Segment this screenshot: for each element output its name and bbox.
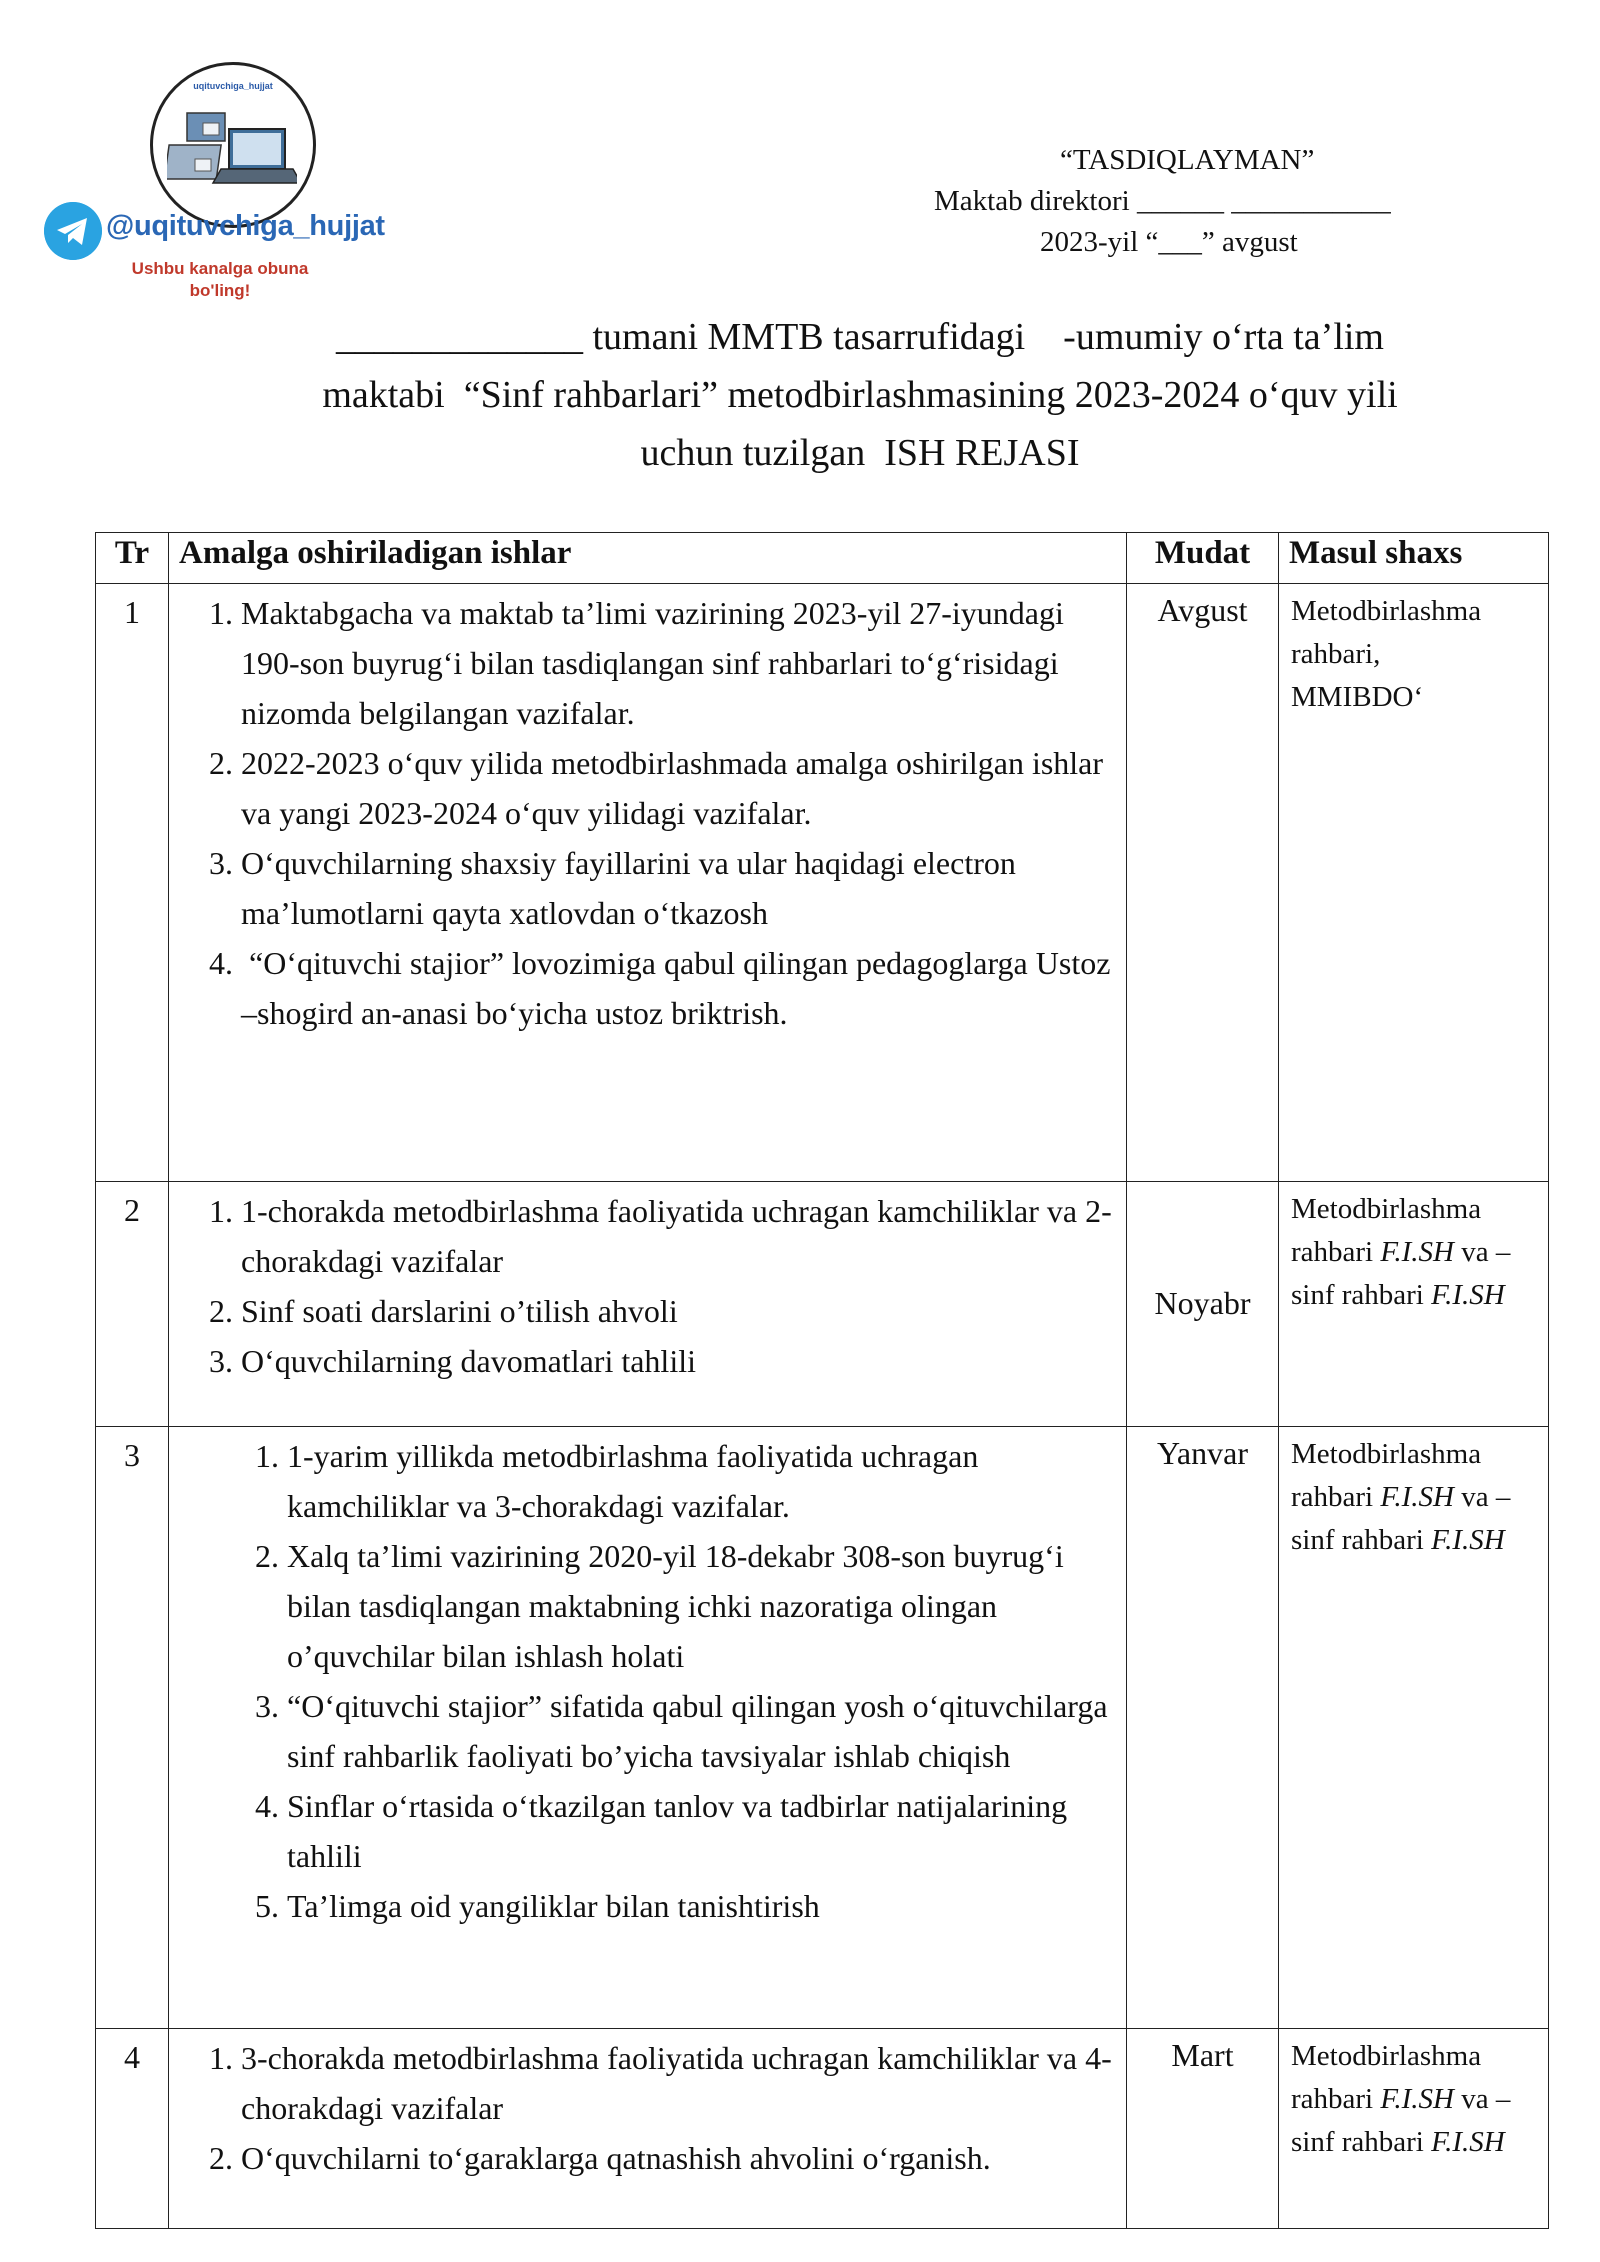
responsible-text: va –sinf rahbari xyxy=(1291,1236,1511,1311)
work-item: 5. Ta’limga oid yangiliklar bilan tanishtirish xyxy=(287,1881,1116,1931)
work-item: 3. O‘quvchilarning shaxsiy fayillarini va ular haqidagi electron ma’lumotlarni qayta xatlovdan o‘tkazosh xyxy=(241,838,1116,938)
work-item: 2. Xalq ta’limi vazirining 2020-yil 18-dekabr 308-son buyrug‘i bilan tasdiqlangan maktabning ichki nazoratiga olingan o’quvchilar bilan ishlash holati xyxy=(287,1531,1116,1681)
approval-heading: “TASDIQLAYMAN” xyxy=(1060,144,1315,176)
work-item: 3. O‘quvchilarning davomatlari tahlili xyxy=(241,1336,1116,1386)
table-row xyxy=(96,2029,1549,2229)
logo-top-text: uqituvchiga_hujjat xyxy=(193,81,273,91)
row-number: 1 xyxy=(96,584,169,1182)
responsible-text: Metodbirlashma rahbari xyxy=(1291,1438,1482,1513)
work-plan-table xyxy=(95,532,1549,2229)
responsible-name-placeholder: F.I.SH xyxy=(1431,2126,1505,2158)
responsible-text: Metodbirlashma rahbari xyxy=(1291,2040,1482,2115)
responsible-text: Metodbirlashma rahbari xyxy=(1291,1193,1482,1268)
responsible-text: Metodbirlashma rahbari, xyxy=(1291,595,1482,670)
subscribe-note-line2: bo'ling! xyxy=(189,281,251,300)
row-term: Yanvar xyxy=(1127,1427,1279,2029)
row-number: 3 xyxy=(96,1427,169,2029)
responsible-text: va –sinf rahbari xyxy=(1291,2083,1511,2158)
row-term: Avgust xyxy=(1127,584,1279,1182)
row-responsible xyxy=(1279,1427,1549,2029)
approval-director-line: Maktab direktori ______ ___________ xyxy=(934,185,1391,217)
work-item: 3. “O‘qituvchi stajior” sifatida qabul qilingan yosh o‘qituvchilarga sinf rahbarlik faoliyati bo’yicha tavsiyalar ishlab chiqish xyxy=(287,1681,1116,1781)
header-term: Mudat xyxy=(1127,533,1279,584)
work-item: 2. Sinf soati darslarini o’tilish ahvoli xyxy=(241,1286,1116,1336)
work-item: 1. Maktabgacha va maktab ta’limi vazirining 2023-yil 27-iyundagi 190-son buyrug‘i bilan tasdiqlangan sinf rahbarlari to‘g‘risidagi nizomda belgilangan vazifalar. xyxy=(241,588,1116,738)
table-row xyxy=(96,584,1549,1182)
telegram-icon xyxy=(44,202,102,260)
responsible-text: va –sinf rahbari xyxy=(1291,1481,1511,1556)
work-item: 2. O‘quvchilarni to‘garaklarga qatnashish ahvolini o‘rganish. xyxy=(241,2133,1116,2183)
work-item: 4. Sinflar o‘rtasida o‘tkazilgan tanlov va tadbirlar natijalarining tahlili xyxy=(287,1781,1116,1881)
responsible-name-placeholder: F.I.SH xyxy=(1380,1481,1454,1513)
telegram-row xyxy=(44,202,444,262)
work-item: 2. 2022-2023 o‘quv yilida metodbirlashmada amalga oshirilgan ishlar va yangi 2023-2024 o‘quv yilidagi vazifalar. xyxy=(241,738,1116,838)
subscribe-note xyxy=(110,258,330,302)
work-item: 1. 1-yarim yillikda metodbirlashma faoliyatida uchragan kamchiliklar va 3-chorakdagi vazifalar. xyxy=(287,1431,1116,1531)
responsible-name-placeholder: F.I.SH xyxy=(1380,2083,1454,2115)
work-item: 1. 3-chorakda metodbirlashma faoliyatida uchragan kamchiliklar va 4-chorakdagi vazifalar xyxy=(241,2033,1116,2133)
channel-handle: @uqituvchiga_hujjat xyxy=(106,210,385,242)
header-works: Amalga oshiriladigan ishlar xyxy=(169,533,1127,584)
row-number: 4 xyxy=(96,2029,169,2229)
table-row xyxy=(96,1427,1549,2029)
table-header-row xyxy=(96,533,1549,584)
responsible-name-placeholder: F.I.SH xyxy=(1431,1524,1505,1556)
approval-block xyxy=(920,140,1480,263)
approval-date-line: 2023-yil “___” avgust xyxy=(1040,226,1298,258)
work-item: 4. “O‘qituvchi stajior” lovozimiga qabul qilingan pedagoglarga Ustoz –shogird an-anasi bo‘yicha ustoz briktrish. xyxy=(241,938,1116,1038)
work-item: 1. 1-chorakda metodbirlashma faoliyatida uchragan kamchiliklar va 2-chorakdagi vazifalar xyxy=(241,1186,1116,1286)
title-line-2: maktabi “Sinf rahbarlari” metodbirlashmasining 2023-2024 o‘quv yili xyxy=(322,374,1398,416)
row-term: Mart xyxy=(1127,2029,1279,2229)
row-works xyxy=(169,1182,1127,1427)
row-responsible xyxy=(1279,584,1549,1182)
row-works xyxy=(169,584,1127,1182)
row-number: 2 xyxy=(96,1182,169,1427)
header-tr: Tr xyxy=(96,533,169,584)
title-line-1: _____________ tumani MMTB tasarrufidagi -umumiy o‘rta ta’lim xyxy=(335,316,1384,358)
header-responsible: Masul shaxs xyxy=(1279,533,1549,584)
responsible-name-placeholder: F.I.SH xyxy=(1380,1236,1454,1268)
row-works xyxy=(169,2029,1127,2229)
responsible-text: MMIBDO‘ xyxy=(1291,681,1424,713)
laptop-icon xyxy=(167,103,297,203)
document-title xyxy=(170,308,1550,482)
responsible-name-placeholder: F.I.SH xyxy=(1431,1279,1505,1311)
title-line-3: uchun tuzilgan ISH REJASI xyxy=(640,432,1080,474)
row-responsible xyxy=(1279,1182,1549,1427)
table-row xyxy=(96,1182,1549,1427)
subscribe-note-line1: Ushbu kanalga obuna xyxy=(131,259,309,278)
row-works xyxy=(169,1427,1127,2029)
channel-logo xyxy=(40,50,440,300)
row-responsible xyxy=(1279,2029,1549,2229)
row-term: Noyabr xyxy=(1127,1182,1279,1427)
